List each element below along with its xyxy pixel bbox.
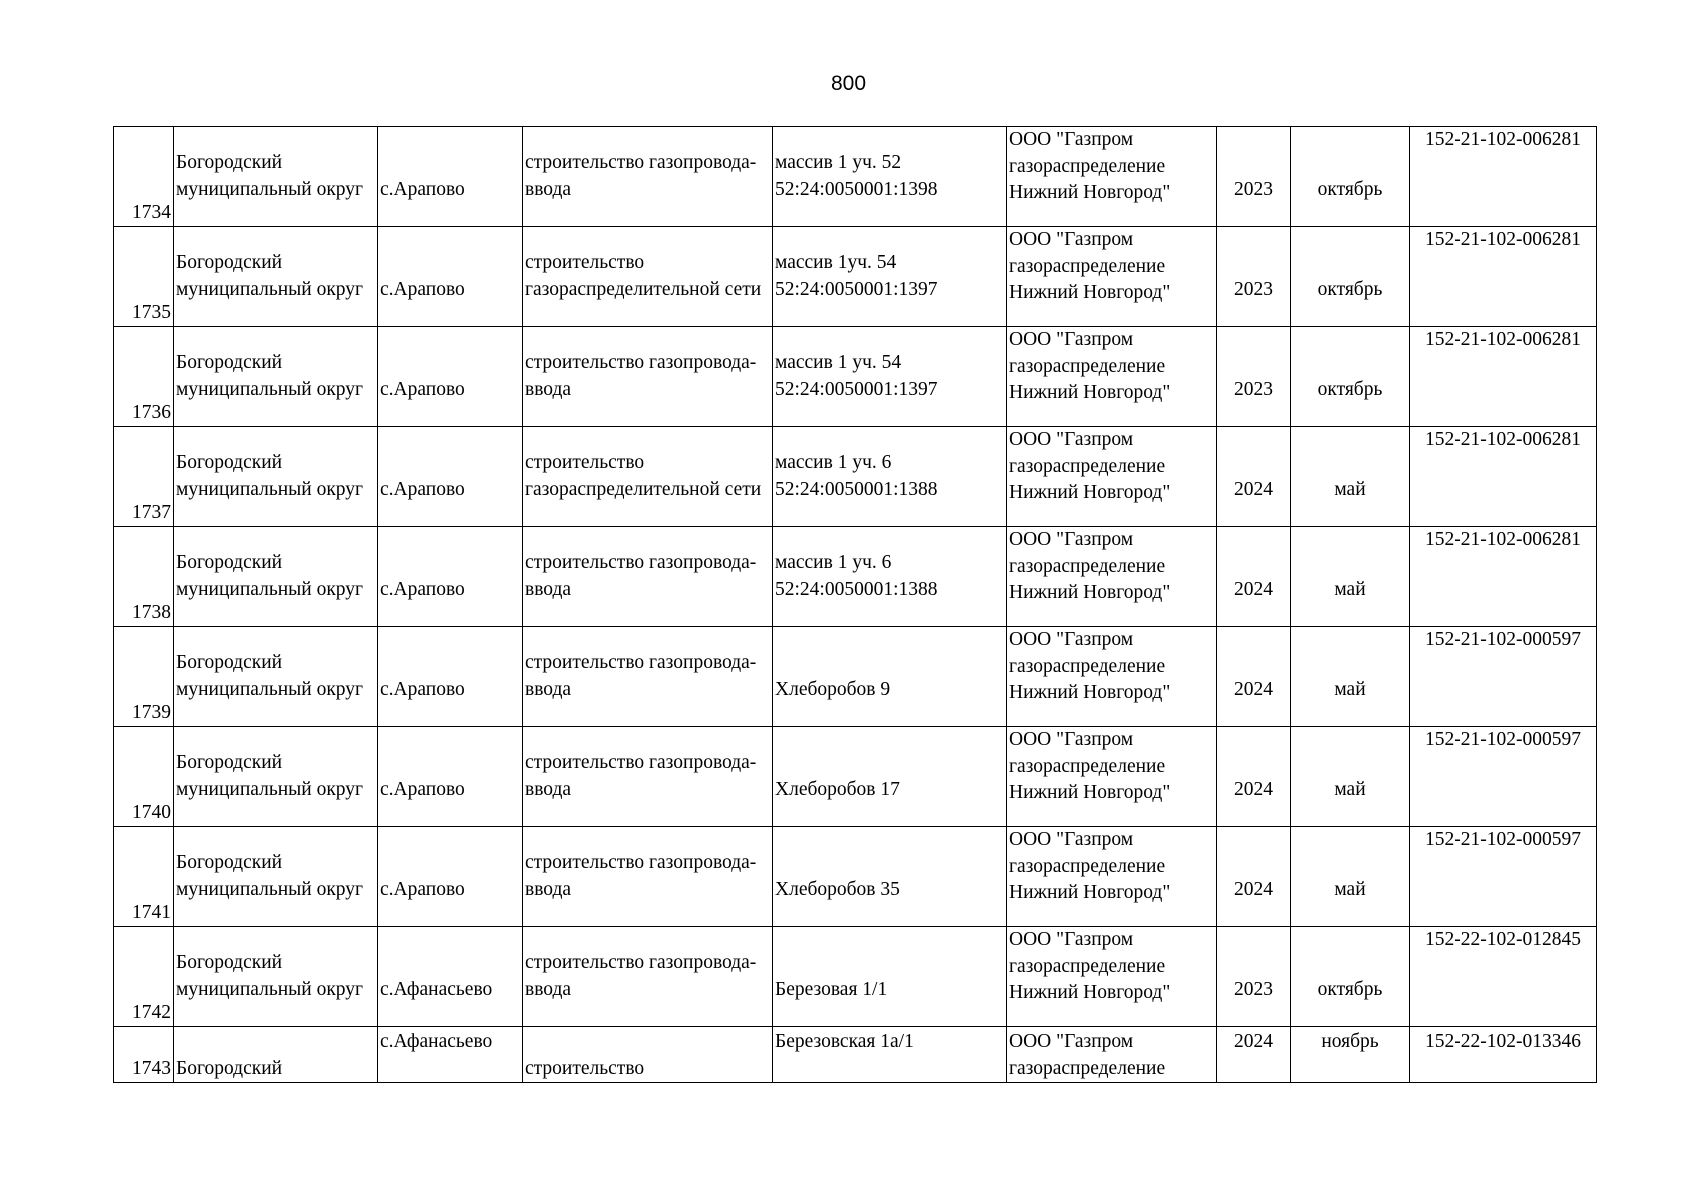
- district-line: муниципальный округ: [176, 978, 364, 1000]
- work-type-cell: [523, 327, 773, 427]
- month-cell: [1291, 427, 1410, 527]
- address-line: 52:24:0050001:1388: [775, 578, 938, 600]
- table-row: [114, 527, 1597, 627]
- table-row: [114, 327, 1597, 427]
- settlement-cell: [378, 627, 523, 727]
- settlement: с.Арапово: [380, 178, 465, 200]
- settlement: с.Арапово: [380, 878, 465, 900]
- code-cell: [1410, 127, 1597, 227]
- work-type-line: ввода: [525, 778, 572, 800]
- organization-line: Нижний Новгород": [1009, 182, 1171, 203]
- address-line: [775, 750, 1004, 777]
- row-number-cell: [114, 727, 174, 827]
- year-cell: [1217, 527, 1291, 627]
- address-line: [775, 650, 1004, 677]
- district-line: Богородский: [176, 752, 283, 773]
- work-type-line: газораспределительной сети: [525, 478, 762, 500]
- row-number-cell: [114, 327, 174, 427]
- district-line: Богородский: [176, 152, 283, 173]
- application-code: 152-21-102-000597: [1425, 829, 1581, 850]
- organization-line: газораспределение: [1009, 155, 1166, 177]
- month-spacer: [1293, 350, 1407, 377]
- settlement-cell: [378, 727, 523, 827]
- work-type-line: ввода: [525, 678, 572, 700]
- organization-cell: [1007, 1027, 1217, 1083]
- page-number: 800: [830, 72, 867, 95]
- work-type-line: ввода: [525, 978, 572, 1000]
- organization-line: ООО "Газпром: [1009, 129, 1134, 150]
- organization-line: Нижний Новгород": [1009, 882, 1171, 903]
- work-type-line: строительство газопровода-: [525, 352, 757, 373]
- district-cell: [174, 427, 378, 527]
- district-line: муниципальный округ: [176, 478, 364, 500]
- organization-cell: [1007, 527, 1217, 627]
- organization-line: ООО "Газпром: [1009, 229, 1134, 250]
- work-type-cell: [523, 1027, 773, 1083]
- organization-line: Нижний Новгород": [1009, 982, 1171, 1003]
- month: май: [1334, 778, 1366, 800]
- year-cell: [1217, 227, 1291, 327]
- work-type-line: ввода: [525, 378, 572, 400]
- work-type-cell: [523, 627, 773, 727]
- application-code: 152-21-102-006281: [1425, 529, 1581, 550]
- year-cell: [1217, 1027, 1291, 1083]
- work-type-cell: [523, 827, 773, 927]
- table-row: [114, 927, 1597, 1027]
- settlement-cell: [378, 327, 523, 427]
- year: 2024: [1234, 678, 1273, 700]
- month-cell: [1291, 227, 1410, 327]
- address-line: 52:24:0050001:1388: [775, 478, 938, 500]
- year: 2023: [1234, 178, 1273, 200]
- district-line: муниципальный округ: [176, 278, 364, 300]
- month-spacer: [1293, 950, 1407, 977]
- organization-line: газораспределение: [1009, 755, 1166, 777]
- district-line: муниципальный округ: [176, 778, 364, 800]
- district-cell: [174, 227, 378, 327]
- organization-line: ООО "Газпром: [1009, 629, 1134, 650]
- district-line: Богородский: [176, 1057, 283, 1079]
- address-line: [775, 950, 1004, 977]
- district-line: Богородский: [176, 252, 283, 273]
- address-cell: [773, 227, 1007, 327]
- year-spacer: [1219, 350, 1288, 377]
- organization-line: ООО "Газпром: [1009, 1031, 1134, 1052]
- work-type-line: строительство газопровода-: [525, 552, 757, 573]
- organization-line: газораспределение: [1009, 655, 1166, 677]
- district-line: муниципальный округ: [176, 178, 364, 200]
- district-line: Богородский: [176, 452, 283, 473]
- settlement-spacer: [380, 550, 520, 577]
- organization-line: газораспределение: [1009, 955, 1166, 977]
- row-number: 1743: [132, 1057, 171, 1079]
- organization-line: Нижний Новгород": [1009, 482, 1171, 503]
- year-cell: [1217, 827, 1291, 927]
- year-cell: [1217, 627, 1291, 727]
- settlement-spacer: [380, 150, 520, 177]
- year-cell: [1217, 727, 1291, 827]
- settlement-spacer: [380, 750, 520, 777]
- year-spacer: [1219, 750, 1288, 777]
- work-type-line: ввода: [525, 578, 572, 600]
- organization-cell: [1007, 927, 1217, 1027]
- work-type-line: строительство газопровода-: [525, 952, 757, 973]
- month-cell: [1291, 727, 1410, 827]
- row-number-cell: [114, 927, 174, 1027]
- row-number-cell: [114, 427, 174, 527]
- address-cell: [773, 127, 1007, 227]
- address-line: массив 1 уч. 6: [775, 552, 892, 573]
- district-line: муниципальный округ: [176, 578, 364, 600]
- application-code: 152-21-102-000597: [1425, 729, 1581, 750]
- address-line: Хлеборобов 9: [775, 678, 891, 700]
- row-number-cell: [114, 827, 174, 927]
- district-line: муниципальный округ: [176, 378, 364, 400]
- table-row: [114, 227, 1597, 327]
- settlement-cell: [378, 527, 523, 627]
- organization-cell: [1007, 827, 1217, 927]
- application-code: 152-22-102-013346: [1425, 1031, 1581, 1052]
- table-row: [114, 1027, 1597, 1083]
- district-cell: [174, 527, 378, 627]
- work-type-line: строительство газопровода-: [525, 652, 757, 673]
- settlement: с.Арапово: [380, 478, 465, 500]
- organization-cell: [1007, 427, 1217, 527]
- organization-line: ООО "Газпром: [1009, 529, 1134, 550]
- work-type-line: строительство газопровода-: [525, 752, 757, 773]
- organization-line: ООО "Газпром: [1009, 329, 1134, 350]
- work-type-cell: [523, 127, 773, 227]
- settlement: с.Арапово: [380, 378, 465, 400]
- district-line: Богородский: [176, 352, 283, 373]
- row-number: 1736: [132, 401, 171, 423]
- settlement-spacer: [380, 950, 520, 977]
- table-row: [114, 127, 1597, 227]
- organization-line: газораспределение: [1009, 355, 1166, 377]
- address-cell: [773, 627, 1007, 727]
- year-cell: [1217, 327, 1291, 427]
- code-cell: [1410, 327, 1597, 427]
- month: май: [1334, 678, 1366, 700]
- application-code: 152-22-102-012845: [1425, 929, 1581, 950]
- address-line: Хлеборобов 35: [775, 878, 900, 900]
- year-spacer: [1219, 850, 1288, 877]
- organization-line: ООО "Газпром: [1009, 729, 1134, 750]
- month: май: [1334, 478, 1366, 500]
- organization-line: газораспределение: [1009, 855, 1166, 877]
- settlement-spacer: [380, 250, 520, 277]
- district-cell: [174, 1027, 378, 1083]
- organization-line: газораспределение: [1009, 555, 1166, 577]
- organization-line: Нижний Новгород": [1009, 282, 1171, 303]
- organization-cell: [1007, 127, 1217, 227]
- address-line: 52:24:0050001:1397: [775, 278, 938, 300]
- application-code: 152-21-102-000597: [1425, 629, 1581, 650]
- organization-line: Нижний Новгород": [1009, 382, 1171, 403]
- address-line: Березовская 1а/1: [775, 1031, 914, 1052]
- code-cell: [1410, 627, 1597, 727]
- month-spacer: [1293, 250, 1407, 277]
- row-number-cell: [114, 627, 174, 727]
- organization-line: Нижний Новгород": [1009, 782, 1171, 803]
- code-cell: [1410, 1027, 1597, 1083]
- registry-table: [113, 126, 1597, 1083]
- organization-line: ООО "Газпром: [1009, 429, 1134, 450]
- settlement: с.Арапово: [380, 578, 465, 600]
- address-line: массив 1 уч. 6: [775, 452, 892, 473]
- address-line: Березовая 1/1: [775, 978, 888, 1000]
- settlement-spacer: [380, 350, 520, 377]
- district-line: муниципальный округ: [176, 878, 364, 900]
- address-cell: [773, 727, 1007, 827]
- table-row: [114, 627, 1597, 727]
- month: октябрь: [1317, 178, 1383, 200]
- month: май: [1334, 878, 1366, 900]
- settlement: с.Афанасьево: [380, 1031, 493, 1052]
- code-cell: [1410, 527, 1597, 627]
- address-cell: [773, 527, 1007, 627]
- district-cell: [174, 127, 378, 227]
- organization-cell: [1007, 227, 1217, 327]
- code-cell: [1410, 427, 1597, 527]
- settlement: с.Арапово: [380, 678, 465, 700]
- address-line: массив 1 уч. 52: [775, 152, 902, 173]
- organization-line: Нижний Новгород": [1009, 682, 1171, 703]
- district-line: муниципальный округ: [176, 678, 364, 700]
- district-line: Богородский: [176, 852, 283, 873]
- district-line: Богородский: [176, 652, 283, 673]
- month-cell: [1291, 327, 1410, 427]
- month-cell: [1291, 1027, 1410, 1083]
- month-cell: [1291, 827, 1410, 927]
- settlement: с.Афанасьево: [380, 978, 493, 1000]
- organization-cell: [1007, 727, 1217, 827]
- year-spacer: [1219, 450, 1288, 477]
- organization-line: ООО "Газпром: [1009, 829, 1134, 850]
- organization-line: газораспределение: [1009, 455, 1166, 477]
- work-type-line: строительство: [525, 252, 645, 273]
- application-code: 152-21-102-006281: [1425, 229, 1581, 250]
- month-spacer: [1293, 150, 1407, 177]
- year: 2024: [1234, 1031, 1273, 1052]
- month-spacer: [1293, 850, 1407, 877]
- address-line: 52:24:0050001:1397: [775, 378, 938, 400]
- settlement-cell: [378, 427, 523, 527]
- work-type-line: ввода: [525, 878, 572, 900]
- organization-line: Нижний Новгород": [1009, 582, 1171, 603]
- address-line: массив 1 уч. 54: [775, 352, 902, 373]
- work-type-line: ввода: [525, 178, 572, 200]
- row-number: 1738: [132, 601, 171, 623]
- month-spacer: [1293, 750, 1407, 777]
- address-line: массив 1уч. 54: [775, 252, 897, 273]
- year: 2024: [1234, 778, 1273, 800]
- month-cell: [1291, 127, 1410, 227]
- table-row: [114, 727, 1597, 827]
- organization-line: газораспределение: [1009, 1057, 1166, 1079]
- year-spacer: [1219, 250, 1288, 277]
- month-spacer: [1293, 450, 1407, 477]
- month-spacer: [1293, 650, 1407, 677]
- settlement-cell: [378, 1027, 523, 1083]
- row-number: 1735: [132, 301, 171, 323]
- work-type-cell: [523, 727, 773, 827]
- table-row: [114, 427, 1597, 527]
- month-cell: [1291, 627, 1410, 727]
- row-number-cell: [114, 1027, 174, 1083]
- work-type-cell: [523, 227, 773, 327]
- address-cell: [773, 427, 1007, 527]
- district-line: Богородский: [176, 552, 283, 573]
- year: 2023: [1234, 278, 1273, 300]
- row-number: 1737: [132, 501, 171, 523]
- settlement-cell: [378, 927, 523, 1027]
- code-cell: [1410, 227, 1597, 327]
- organization-cell: [1007, 327, 1217, 427]
- settlement: с.Арапово: [380, 278, 465, 300]
- district-cell: [174, 627, 378, 727]
- settlement-spacer: [380, 450, 520, 477]
- work-type-line: строительство газопровода-: [525, 152, 757, 173]
- row-number-cell: [114, 127, 174, 227]
- month-spacer: [1293, 550, 1407, 577]
- work-type-line: строительство газопровода-: [525, 852, 757, 873]
- district-cell: [174, 827, 378, 927]
- year-cell: [1217, 927, 1291, 1027]
- address-cell: [773, 1027, 1007, 1083]
- year: 2024: [1234, 478, 1273, 500]
- settlement-spacer: [380, 850, 520, 877]
- work-type-line: строительство: [525, 1057, 645, 1079]
- settlement-spacer: [380, 650, 520, 677]
- organization-line: газораспределение: [1009, 255, 1166, 277]
- year: 2024: [1234, 578, 1273, 600]
- year-cell: [1217, 127, 1291, 227]
- address-cell: [773, 927, 1007, 1027]
- code-cell: [1410, 927, 1597, 1027]
- row-number: 1741: [132, 901, 171, 923]
- application-code: 152-21-102-006281: [1425, 429, 1581, 450]
- address-cell: [773, 827, 1007, 927]
- year: 2023: [1234, 378, 1273, 400]
- table-row: [114, 827, 1597, 927]
- address-line: Хлеборобов 17: [775, 778, 900, 800]
- district-cell: [174, 327, 378, 427]
- year-spacer: [1219, 550, 1288, 577]
- month: октябрь: [1317, 978, 1383, 1000]
- work-type-line: строительство: [525, 452, 645, 473]
- year-spacer: [1219, 950, 1288, 977]
- organization-line: ООО "Газпром: [1009, 929, 1134, 950]
- month-cell: [1291, 927, 1410, 1027]
- application-code: 152-21-102-006281: [1425, 329, 1581, 350]
- year: 2023: [1234, 978, 1273, 1000]
- work-type-cell: [523, 427, 773, 527]
- row-number: 1742: [132, 1001, 171, 1023]
- address-line: [775, 850, 1004, 877]
- district-cell: [174, 927, 378, 1027]
- month: октябрь: [1317, 278, 1383, 300]
- month: май: [1334, 578, 1366, 600]
- district-line: Богородский: [176, 952, 283, 973]
- year-spacer: [1219, 650, 1288, 677]
- district-cell: [174, 727, 378, 827]
- settlement-cell: [378, 227, 523, 327]
- address-cell: [773, 327, 1007, 427]
- year-cell: [1217, 427, 1291, 527]
- settlement: с.Арапово: [380, 778, 465, 800]
- row-number-cell: [114, 227, 174, 327]
- row-number-cell: [114, 527, 174, 627]
- month: октябрь: [1317, 378, 1383, 400]
- work-type-line: газораспределительной сети: [525, 278, 762, 300]
- address-line: 52:24:0050001:1398: [775, 178, 938, 200]
- application-code: 152-21-102-006281: [1425, 129, 1581, 150]
- organization-cell: [1007, 627, 1217, 727]
- registry-table-body: [114, 127, 1597, 1083]
- year-spacer: [1219, 150, 1288, 177]
- settlement-cell: [378, 127, 523, 227]
- row-number: 1734: [132, 201, 171, 223]
- row-number: 1739: [132, 701, 171, 723]
- code-cell: [1410, 727, 1597, 827]
- settlement-cell: [378, 827, 523, 927]
- row-number: 1740: [132, 801, 171, 823]
- month-cell: [1291, 527, 1410, 627]
- year: 2024: [1234, 878, 1273, 900]
- work-type-cell: [523, 927, 773, 1027]
- code-cell: [1410, 827, 1597, 927]
- month: ноябрь: [1321, 1031, 1379, 1052]
- work-type-cell: [523, 527, 773, 627]
